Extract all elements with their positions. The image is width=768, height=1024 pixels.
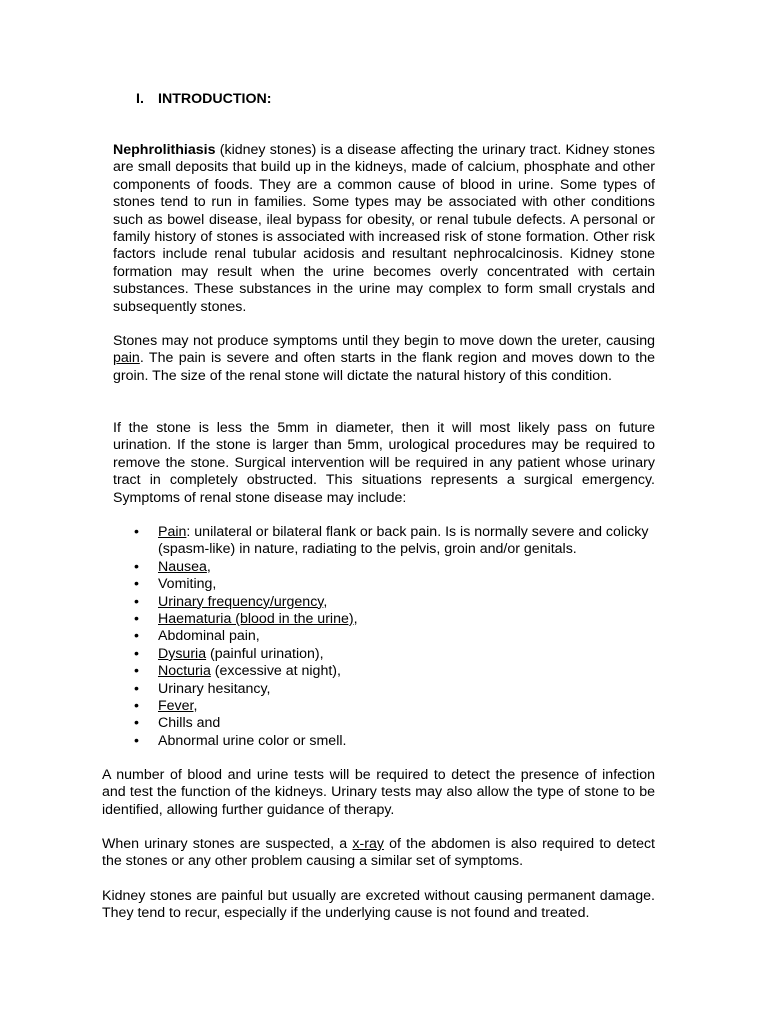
bullet-icon: •	[134, 663, 139, 680]
paragraph-xray	[102, 836, 655, 871]
paragraph-prognosis	[102, 888, 655, 923]
bullet-icon: •	[134, 715, 139, 732]
paragraph-text: If the stone is less the 5mm in diameter, then it will most likely pass on future urination. If the stone is larger than 5mm, urological procedures may be required to remove the stone. Surgical intervention will be required in any patient whose urinary tract in completely obstructed. This situations represents a surgical emergency. Symptoms of renal stone disease may include:	[113, 420, 655, 506]
bullet-icon: •	[134, 698, 139, 715]
link-pain[interactable]: pain	[113, 350, 140, 367]
symptom-list-item	[113, 524, 658, 559]
symptom-list-item	[113, 715, 658, 732]
paragraph-tests	[102, 767, 655, 819]
paragraph-stone-size	[113, 420, 655, 507]
bullet-icon: •	[134, 645, 139, 662]
paragraph-text: A number of blood and urine tests will be required to detect the presence of infection and test the function of the kidneys. Urinary tests may also allow the type of stone to be identified, allowing further guidance of therapy.	[102, 767, 655, 818]
symptom-list-item	[113, 646, 658, 663]
bullet-icon: •	[134, 524, 139, 540]
paragraph-text: of the abdomen is also required to detect the stones or any other problem causing a similar set of symptoms.	[102, 836, 655, 870]
symptom-text: (painful urination),	[206, 645, 324, 662]
bullet-icon: •	[134, 680, 139, 697]
bullet-icon: •	[134, 628, 139, 645]
symptom-text: Abdominal pain,	[158, 628, 260, 645]
bullet-icon: •	[134, 732, 139, 749]
symptom-list-item	[113, 628, 658, 645]
symptom-text: Abnormal urine color or smell.	[158, 732, 347, 749]
symptom-link[interactable]: Haematuria (blood in the urine)	[158, 611, 354, 628]
symptom-link[interactable]: Fever	[158, 698, 194, 715]
symptom-link[interactable]: Nocturia	[158, 663, 211, 680]
symptom-text: ,	[323, 593, 328, 610]
symptom-list-item	[113, 576, 658, 593]
paragraph-text: (kidney stones) is a disease affecting the urinary tract. Kidney stones are small deposits that build up in the kidneys, made of calcium, phosphate and other components of foods. They are a common cause of blood in urine. Some types of stones tend to run in families. Some types may be associated with other conditions such as bowel disease, ileal bypass for obesity, or renal tubule defects. A personal or family history of stones is associated with increased risk of stone formation. Other risk factors include renal tubular acidosis and resultant nephrocalcinosis. Kidney stone formation may result when the urine becomes overly concentrated with certain substances. These substances in the urine may complex to form small crystals and subsequently stones.	[113, 142, 655, 315]
paragraph-text: Kidney stones are painful but usually are excreted without causing permanent damage. They tend to recur, especially if the underlying cause is not found and treated.	[102, 888, 655, 922]
link-x-ray[interactable]: x-ray	[352, 836, 384, 852]
symptom-list-item	[113, 559, 658, 576]
symptom-text: ,	[193, 698, 198, 715]
symptom-list-item	[113, 681, 658, 698]
bullet-icon: •	[134, 576, 139, 593]
symptom-text: (excessive at night),	[210, 663, 341, 680]
paragraph-text: When urinary stones are suspected, a	[102, 836, 353, 852]
paragraph-symptoms-onset	[113, 333, 655, 385]
symptom-link[interactable]: Urinary frequency/urgency	[158, 593, 324, 610]
symptom-list-item	[113, 611, 658, 628]
symptom-text: ,	[206, 558, 211, 575]
paragraph-nephrolithiasis	[113, 142, 655, 316]
symptom-text: Chills and	[158, 715, 221, 732]
paragraph-text: Stones may not produce symptoms until they begin to move down the ureter, causing	[113, 333, 655, 349]
symptom-link[interactable]: Nausea	[158, 558, 207, 575]
symptom-link[interactable]: Pain	[158, 524, 187, 540]
paragraph-text: . The pain is severe and often starts in the flank region and moves down to the groin. The size of the renal stone will dictate the natural history of this condition.	[113, 350, 655, 384]
symptom-text: Urinary hesitancy,	[158, 680, 271, 697]
term-nephrolithiasis: Nephrolithiasis	[113, 142, 216, 158]
bullet-icon: •	[134, 593, 139, 610]
section-heading	[136, 91, 272, 108]
symptom-text: Vomiting,	[158, 576, 217, 593]
symptom-text: ,	[353, 611, 358, 628]
section-title: INTRODUCTION:	[158, 91, 272, 107]
section-number: I.	[136, 91, 144, 107]
bullet-icon: •	[134, 558, 139, 575]
symptom-link[interactable]: Dysuria	[158, 645, 207, 662]
symptom-list-item	[113, 663, 658, 680]
bullet-icon: •	[134, 611, 139, 628]
symptom-list-item	[113, 594, 658, 611]
symptom-list-item	[113, 698, 658, 715]
symptom-list	[113, 524, 658, 750]
symptom-list-item	[113, 733, 658, 750]
symptom-text: : unilateral or bilateral flank or back pain. Is is normally severe and colicky (spasm-like) in nature, radiating to the pelvis, groin and/or genitals.	[158, 524, 649, 558]
